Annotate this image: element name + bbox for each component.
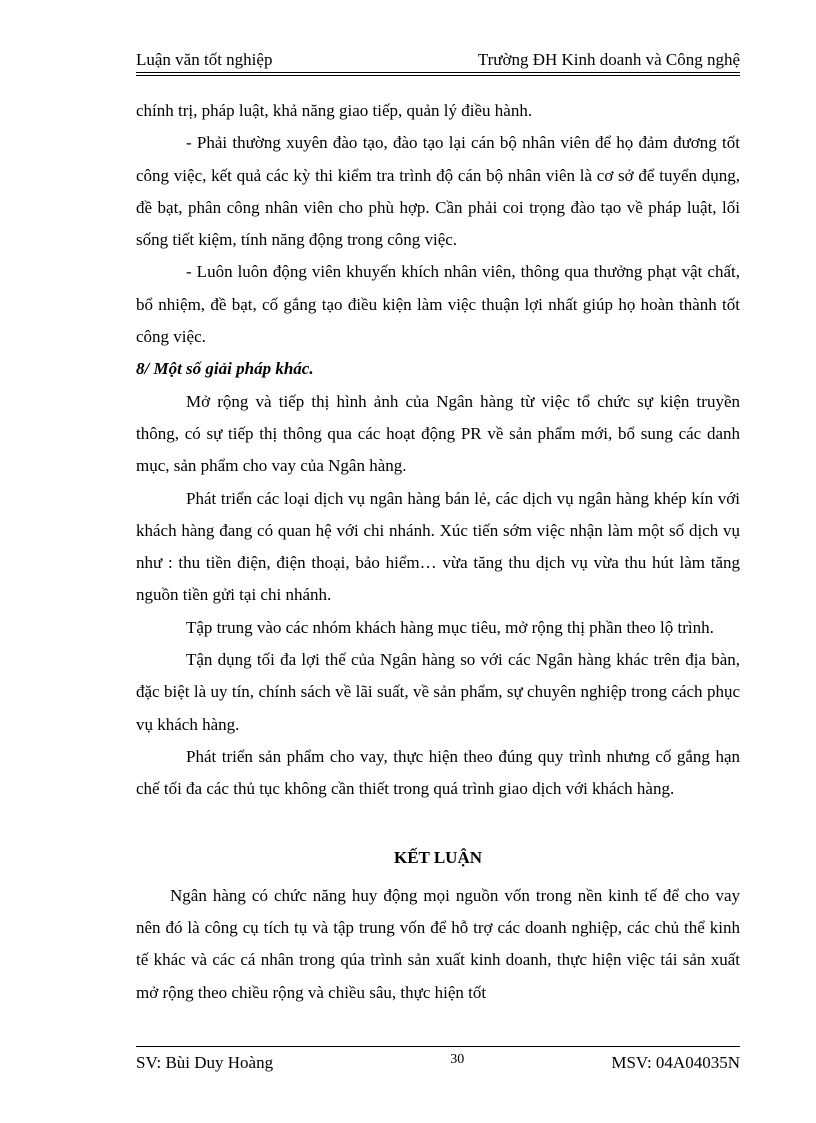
paragraph-retail-services: Phát triển các loại dịch vụ ngân hàng bán lẻ, các dịch vụ ngân hàng khép kín với khách hàng đang có quan hệ với chi nhánh. Xúc tiến sớm việc nhận làm một số dịch vụ như : thu tiền điện, điện thoại, bảo hiểm… vừa tăng thu dịch vụ vừa thu hút làm tăng nguồn tiền gửi tại chi nhánh. [136, 488, 740, 605]
paragraph-target-customers: Tập trung vào các nhóm khách hàng mục tiêu, mở rộng thị phần theo lộ trình. [186, 617, 714, 637]
page-body [136, 95, 740, 1009]
header-divider-thin [136, 75, 740, 76]
footer-student-name: SV: Bùi Duy Hoàng [136, 1053, 274, 1072]
page-footer [136, 1052, 740, 1074]
paragraph-staff-training: - Phải thường xuyên đào tạo, đào tạo lại cán bộ nhân viên để họ đảm đương tốt công việc, kết quả các kỳ thi kiểm tra trình độ cán bộ nhân viên là cơ sở để tuyển dụng, đề bạt, phân công nhân viên cho phù hợp. Cần phải coi trọng đào tạo về pháp luật, lối sống tiết kiệm, tính năng động trong công việc. [136, 133, 740, 250]
paragraph-advantages: Tận dụng tối đa lợi thế của Ngân hàng so với các Ngân hàng khác trên địa bàn, đặc biệt là uy tín, chính sách về lãi suất, về sản phẩm, sự chuyên nghiệp trong cách phục vụ khách hàng. [136, 650, 740, 734]
conclusion-title: KẾT LUẬN [393, 847, 482, 867]
header-thesis-label: Luận văn tốt nghiệp [136, 50, 273, 69]
footer-student-id: MSV: 04A04035N [611, 1053, 740, 1072]
paragraph-marketing: Mở rộng và tiếp thị hình ảnh của Ngân hàng từ việc tổ chức sự kiện truyền thông, có sự tiếp thị thông qua các hoạt động PR về sản phẩm mới, bổ sung các danh mục, sản phẩm cho vay của Ngân hàng. [136, 391, 740, 476]
paragraph-staff-motivation: - Luôn luôn động viên khuyến khích nhân viên, thông qua thưởng phạt vật chất, bổ nhiệm, đề bạt, cố gắng tạo điều kiện làm việc thuận lợi nhất giúp họ hoàn thành tốt công việc. [136, 262, 740, 347]
paragraph-conclusion: Ngân hàng có chức năng huy động mọi nguồn vốn trong nền kinh tế để cho vay nên đó là công cụ tích tụ và tập trung vốn để hỗ trợ các doanh nghiệp, các chủ thể kinh tế khác và các cá nhân trong qúa trình sản xuất kinh doanh, thực hiện việc tái sản xuất mở rộng theo chiều rộng và chiều sâu, thực hiện tốt [136, 885, 740, 1002]
paragraph-loan-products: Phát triển sản phẩm cho vay, thực hiện theo đúng quy trình nhưng cố gắng hạn chế tối đa các thủ tục không cần thiết trong quá trình giao dịch với khách hàng. [136, 746, 740, 799]
footer-divider [136, 1046, 740, 1047]
section-heading: 8/ Một số giải pháp khác. [136, 359, 314, 379]
header-divider [136, 72, 740, 73]
page-number: 30 [450, 1052, 465, 1067]
header-university-name: Trường ĐH Kinh doanh và Công nghệ [477, 50, 740, 69]
page-header [136, 50, 740, 70]
paragraph-continuation: chính trị, pháp luật, khả năng giao tiếp, quản lý điều hành. [136, 101, 533, 120]
